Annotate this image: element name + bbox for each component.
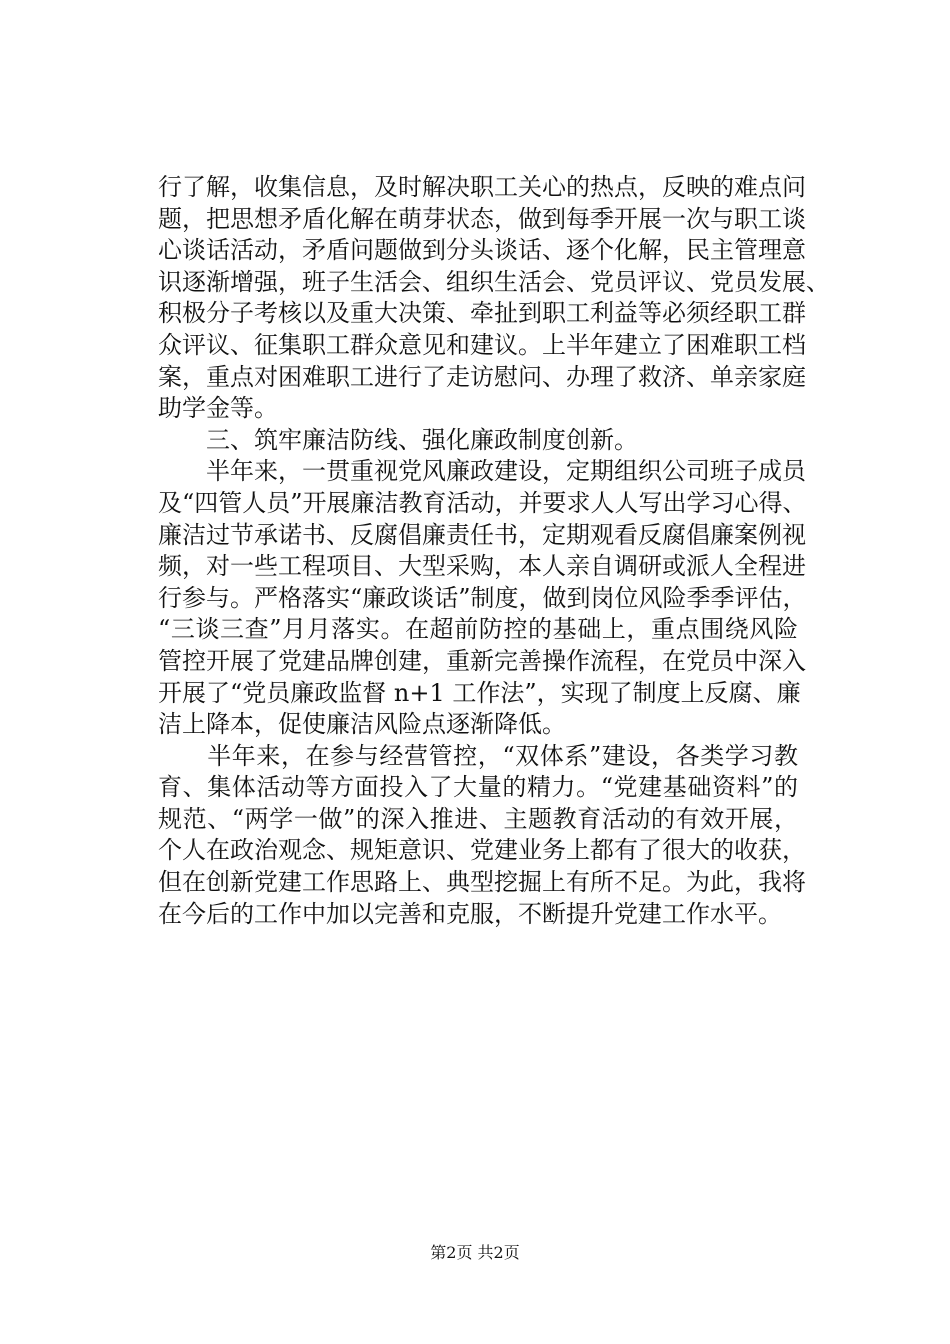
text-line: 三、筑牢廉洁防线、强化廉政制度创新。	[158, 425, 638, 454]
text-line: 育、集体活动等方面投入了大量的精力。“党建基础资料”的	[158, 773, 798, 802]
text-line: 心谈话活动，矛盾问题做到分头谈话、逐个化解，民主管理意	[158, 236, 806, 265]
text-line: 管控开展了党建品牌创建，重新完善操作流程，在党员中深入	[158, 646, 806, 675]
text-line: 识逐渐增强，班子生活会、组织生活会、党员评议、党员发展、	[158, 267, 830, 296]
paragraph	[158, 425, 798, 457]
text-line: 半年来，一贯重视党风廉政建设，定期组织公司班子成员	[158, 457, 806, 486]
text-line: 规范、“两学一做”的深入推进、主题教育活动的有效开展，	[158, 804, 798, 833]
text-line: 行了解，收集信息，及时解决职工关心的热点，反映的难点问	[158, 173, 806, 201]
text-line: 洁上降本，促使廉洁风险点逐渐降低。	[158, 710, 566, 739]
text-line: 半年来，在参与经营管控，“双体系”建设，各类学习教	[158, 741, 798, 770]
page-footer: 第2页 共2页	[430, 1243, 520, 1262]
text-line: 行参与。严格落实“廉政谈话”制度，做到岗位风险季季评估，	[158, 583, 807, 612]
document-body	[158, 172, 830, 930]
paragraph	[158, 172, 830, 425]
text-line: 频，对一些工程项目、大型采购，本人亲自调研或派人全程进	[158, 552, 806, 581]
text-line: 廉洁过节承诺书、反腐倡廉责任书，定期观看反腐倡廉案例视	[158, 520, 806, 549]
text-line: 题，把思想矛盾化解在萌芽状态，做到每季开展一次与职工谈	[158, 204, 806, 233]
paragraph	[158, 741, 806, 931]
text-line: 助学金等。	[158, 394, 278, 423]
text-line: 案，重点对困难职工进行了走访慰问、办理了救济、单亲家庭	[158, 362, 806, 391]
text-line: 在今后的工作中加以完善和克服，不断提升党建工作水平。	[158, 899, 782, 928]
text-line: 积极分子考核以及重大决策、牵扯到职工利益等必须经职工群	[158, 299, 806, 328]
text-line: 众评议、征集职工群众意见和建议。上半年建立了困难职工档	[158, 330, 806, 359]
text-line: 个人在政治观念、规矩意识、党建业务上都有了很大的收获，	[158, 836, 806, 865]
paragraph	[158, 456, 807, 740]
text-line: 及“四管人员”开展廉洁教育活动，并要求人人写出学习心得、	[158, 488, 807, 517]
text-line: “三谈三查”月月落实。在超前防控的基础上，重点围绕风险	[158, 615, 798, 644]
text-line: 但在创新党建工作思路上、典型挖掘上有所不足。为此，我将	[158, 868, 806, 897]
text-line: 开展了“党员廉政监督 n+1 工作法”，实现了制度上反腐、廉	[158, 678, 801, 707]
